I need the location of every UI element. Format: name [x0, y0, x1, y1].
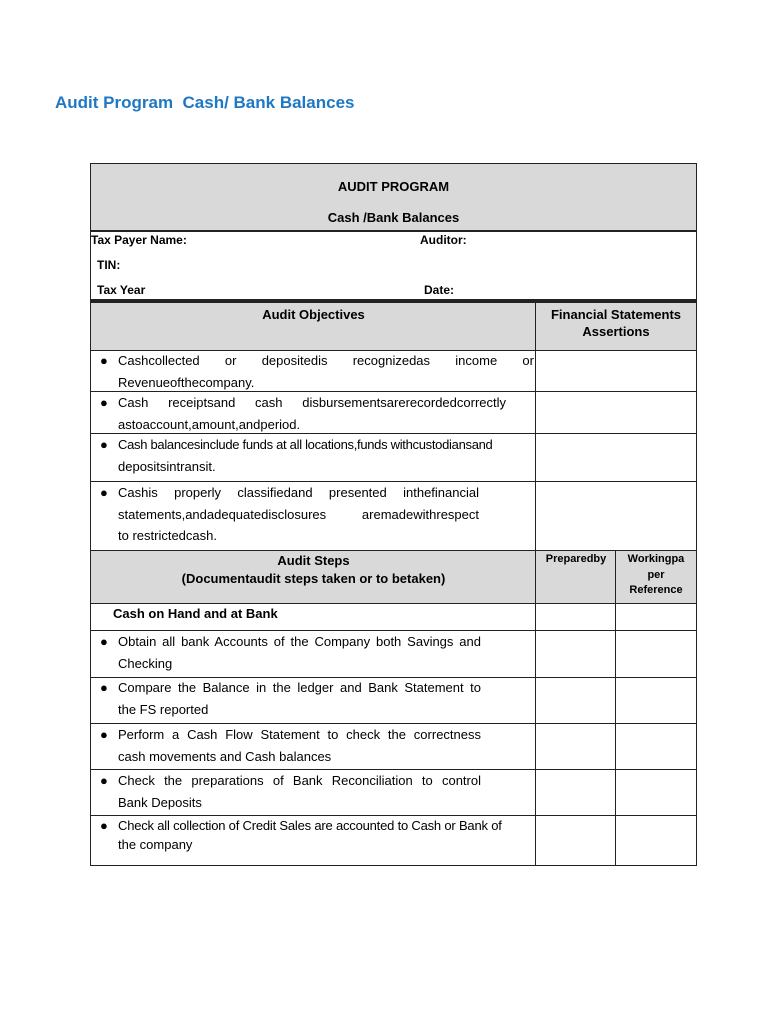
column-divider	[535, 303, 536, 866]
taxpayer-label: Tax Payer Name:	[91, 233, 187, 247]
bullet-icon: ●	[100, 437, 108, 452]
bullet-icon: ●	[100, 634, 108, 649]
objective-text-line2: depositsintransit.	[118, 458, 216, 474]
column-divider	[615, 551, 616, 866]
assertions-heading-line2: Assertions	[582, 324, 650, 339]
divider	[91, 603, 696, 604]
objective-text-line1: Cash receiptsand cash disbursementsarerecordedcorrectly	[118, 395, 506, 410]
steps-heading: Audit Steps	[277, 553, 350, 568]
document-title: Audit Program Cash/ Bank Balances	[55, 93, 355, 112]
bullet-icon: ●	[100, 727, 108, 742]
date-label: Date:	[424, 283, 455, 297]
table-header	[91, 164, 696, 230]
steps-header	[91, 551, 696, 603]
header-line2: Cash /Bank Balances	[327, 210, 460, 225]
step-text-line2: the company	[118, 837, 193, 852]
bullet-icon: ●	[100, 680, 108, 695]
step-text-line1: Check all collection of Credit Sales are accounted to Cash or Bank of	[118, 818, 502, 833]
step-text-line2: the FS reported	[118, 701, 209, 717]
objectives-heading: Audit Objectives	[262, 307, 365, 322]
bullet-icon: ●	[100, 395, 108, 410]
step-item	[91, 770, 536, 815]
objective-text-line2: statements,andadequatedisclosures aremadewithrespect	[118, 506, 479, 522]
step-text-line1: Perform a Cash Flow Statement to check the correctness	[118, 727, 481, 742]
tax-year-label: Tax Year	[97, 283, 146, 297]
wp-ref-heading-line3: Reference	[629, 584, 683, 596]
step-text-line2: cash movements and Cash balances	[118, 748, 332, 764]
tin-label: TIN:	[97, 258, 121, 272]
step-item	[91, 816, 536, 866]
objective-text-line3: to restrictedcash.	[118, 528, 217, 543]
objective-item	[91, 392, 536, 433]
objective-text-line2: Revenueofthecompany.	[118, 374, 255, 390]
objective-text-line2: astoaccount,amount,andperiod.	[118, 416, 301, 432]
step-item	[91, 631, 536, 675]
auditor-label: Auditor:	[420, 233, 467, 247]
objective-text-line1: Cash balancesinclude funds at all locations,funds withcustodiansand	[118, 437, 493, 452]
step-text-line1: Obtain all bank Accounts of the Company both Savings and	[118, 634, 481, 649]
objective-item	[91, 350, 536, 391]
step-item	[91, 724, 536, 769]
objective-item	[91, 434, 536, 481]
objective-text-line1: Cashis properly classifiedand presented inthefinancial	[118, 485, 479, 500]
bullet-icon: ●	[100, 485, 108, 500]
objective-text-line1: Cashcollected or depositedis recognizedas income or	[118, 353, 534, 368]
divider	[91, 230, 696, 232]
step-item	[91, 677, 536, 723]
wp-ref-heading-line1: Workingpa	[627, 553, 685, 565]
assertions-heading-line1: Financial Statements	[550, 307, 682, 322]
step-text-line2: Bank Deposits	[118, 794, 202, 810]
bullet-icon: ●	[100, 353, 108, 368]
wp-ref-heading-line2: per	[647, 569, 665, 581]
bullet-icon: ●	[100, 773, 108, 788]
section-label: Cash on Hand and at Bank	[113, 606, 278, 621]
header-line1: AUDIT PROGRAM	[337, 179, 450, 194]
prepared-by-heading: Preparedby	[545, 553, 607, 565]
step-text-line2: Checking	[118, 655, 173, 671]
objectives-header	[91, 303, 696, 350]
objective-item	[91, 482, 536, 550]
audit-program-table	[90, 163, 697, 866]
step-text-line1: Compare the Balance in the ledger and Bank Statement to	[118, 680, 481, 695]
bullet-icon: ●	[100, 818, 108, 833]
step-text-line1: Check the preparations of Bank Reconciliation to control	[118, 773, 481, 788]
steps-subheading: (Documentaudit steps taken or to betaken)	[181, 571, 446, 586]
